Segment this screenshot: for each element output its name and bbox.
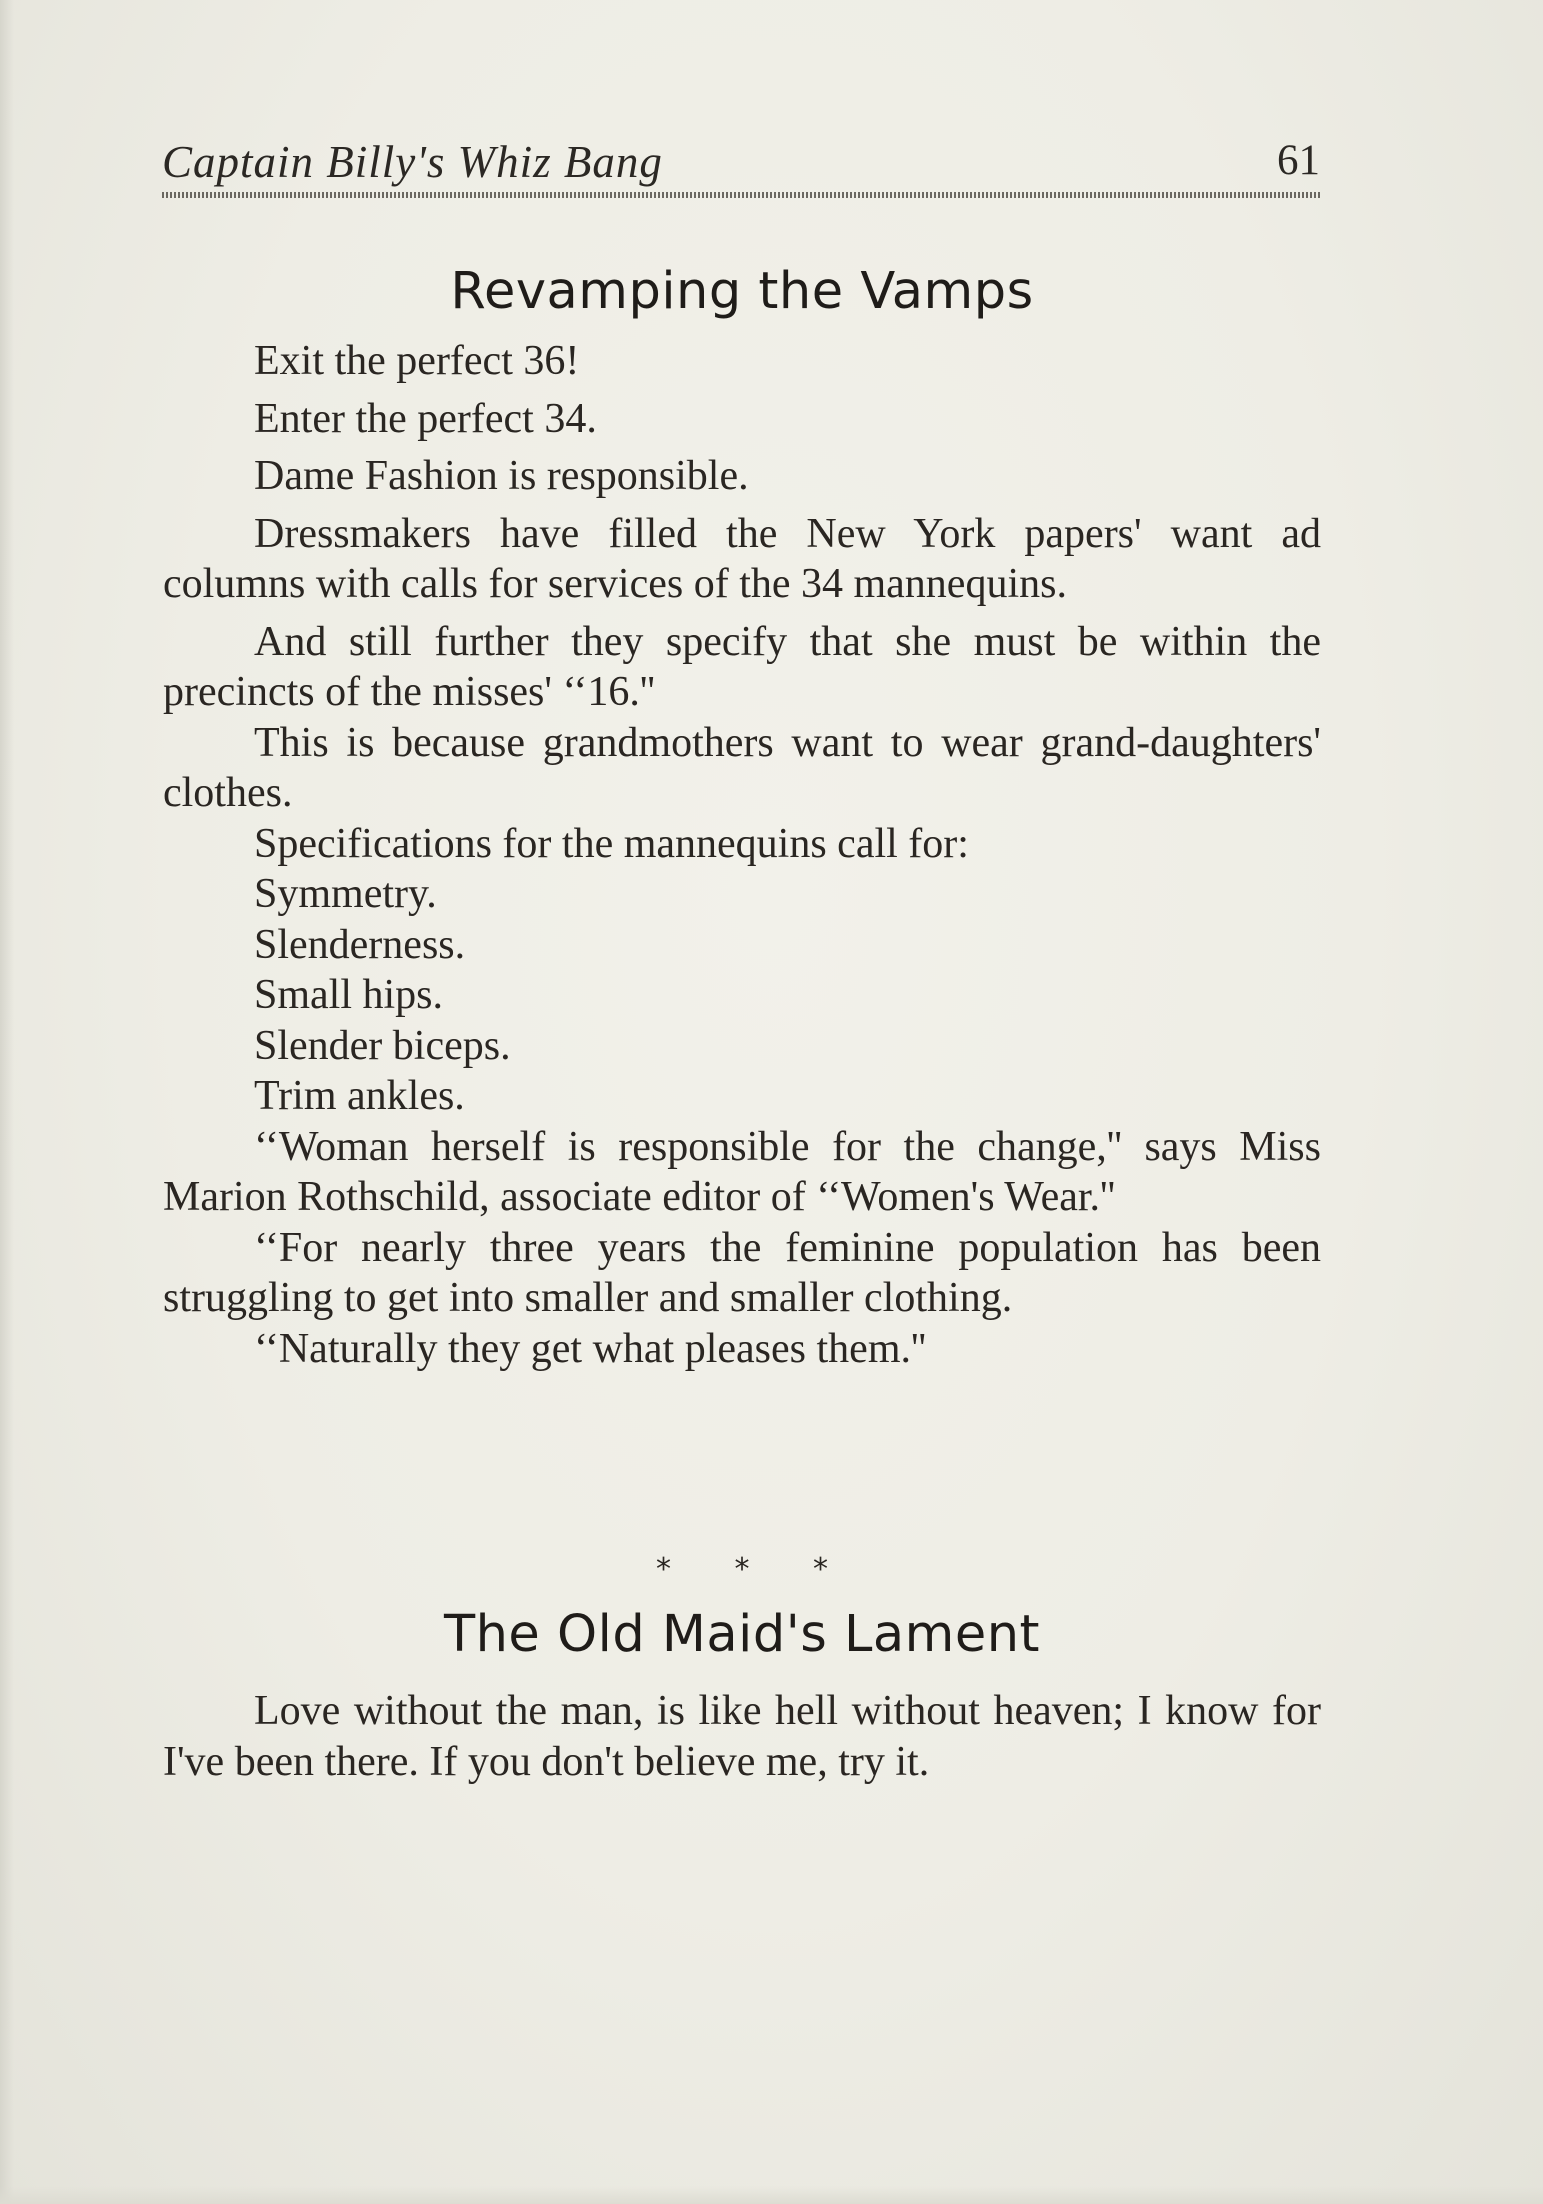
list-item: Slenderness. bbox=[254, 921, 466, 968]
page-number: 61 bbox=[1277, 137, 1320, 184]
page-bottom-edge bbox=[0, 2186, 1543, 2204]
running-head bbox=[162, 128, 1320, 202]
paragraph: Dressmakers have filled the New York papers' want ad columns with calls for services of the 34 mannequins. bbox=[163, 510, 1321, 607]
paragraph: Exit the perfect 36! bbox=[254, 338, 580, 384]
list-item: Slender biceps. bbox=[254, 1022, 511, 1069]
paragraph: Love without the man, is like hell without heaven; I know for I've been there. If you don't believe me, try it. bbox=[163, 1688, 1321, 1785]
paragraph: Enter the perfect 34. bbox=[254, 395, 597, 442]
article-body-old-maid bbox=[163, 1686, 1321, 1787]
paragraph: And still further they specify that she must be within the precincts of the misses' ‘‘16.'' bbox=[163, 618, 1321, 715]
article-title-revamping: Revamping the Vamps bbox=[450, 262, 1034, 321]
section-separator: * * * bbox=[655, 1552, 829, 1587]
header-dotted-rule bbox=[162, 192, 1320, 198]
paragraph: This is because grandmothers want to wear grand-daughters' clothes. bbox=[163, 719, 1321, 816]
magazine-title: Captain Billy's Whiz Bang bbox=[162, 137, 663, 187]
paragraph: ‘‘Naturally they get what pleases them.'' bbox=[254, 1325, 927, 1372]
list-item: Trim ankles. bbox=[254, 1073, 465, 1119]
paragraph: ‘‘For nearly three years the feminine population has been struggling to get into smaller and smaller clothing. bbox=[163, 1224, 1321, 1321]
list-item: Symmetry. bbox=[254, 871, 437, 917]
list-item: Small hips. bbox=[254, 972, 444, 1018]
paragraph: Dame Fashion is responsible. bbox=[254, 453, 749, 499]
article-body-revamping bbox=[163, 336, 1321, 1374]
article-title-old-maid: The Old Maid's Lament bbox=[443, 1605, 1041, 1664]
paragraph: Specifications for the mannequins call for: bbox=[254, 820, 969, 867]
paragraph: ‘‘Woman herself is responsible for the change,'' says Miss Marion Rothschild, associate editor of ‘‘Women's Wear.'' bbox=[163, 1123, 1321, 1220]
page-left-edge bbox=[0, 0, 14, 2204]
